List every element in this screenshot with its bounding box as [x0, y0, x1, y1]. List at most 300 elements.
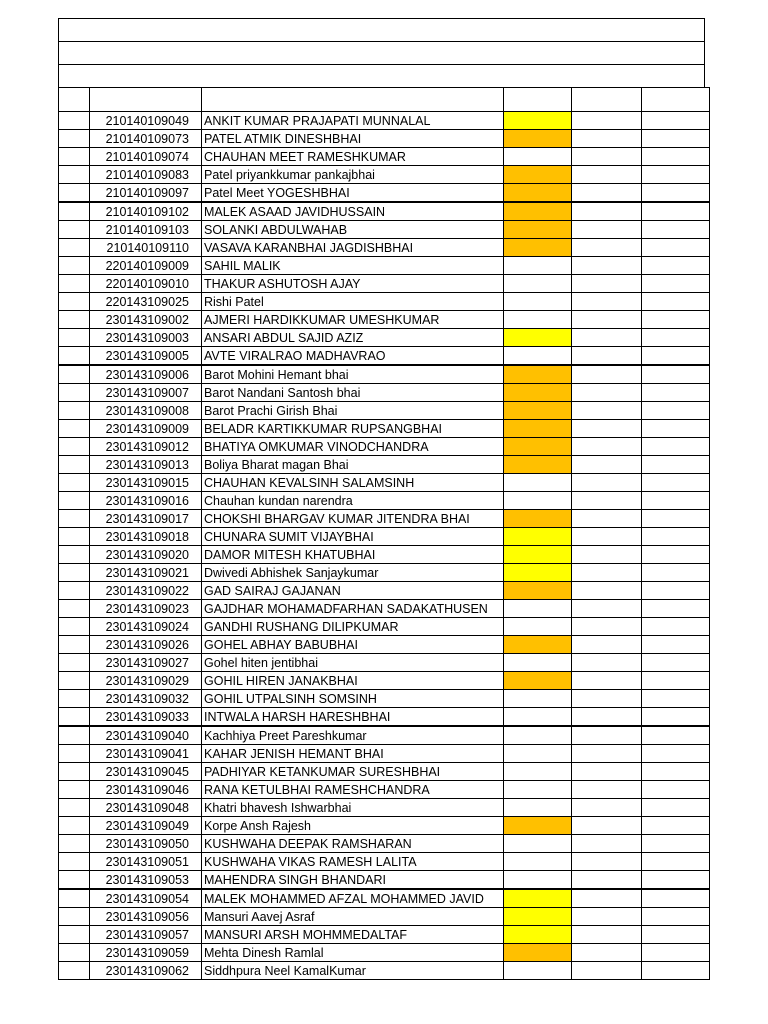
table-row: [59, 148, 710, 166]
enrollment-number-cell: 210140109102: [90, 202, 202, 221]
enrollment-number-cell: 230143109041: [90, 745, 202, 763]
enrollment-number-cell: 220140109009: [90, 257, 202, 275]
blank-cell: [642, 926, 710, 944]
blank-cell: [572, 130, 642, 148]
blank-cell: [59, 311, 90, 329]
blank-cell: [642, 889, 710, 908]
blank-cell: [572, 202, 642, 221]
status-cell: [504, 817, 572, 835]
table-row: [59, 582, 710, 600]
student-name-cell: GOHIL UTPALSINH SOMSINH: [202, 690, 504, 708]
enrollment-number-cell: 210140109097: [90, 184, 202, 203]
title-band-2: [58, 41, 705, 64]
blank-cell: [59, 221, 90, 239]
enrollment-number-cell: 220140109010: [90, 275, 202, 293]
title-band-1: [58, 18, 705, 41]
table-row: [59, 726, 710, 745]
table-row: [59, 365, 710, 384]
enrollment-number-cell: 230143109027: [90, 654, 202, 672]
student-name-cell: GOHEL ABHAY BABUBHAI: [202, 636, 504, 654]
header-row: [59, 88, 710, 112]
enrollment-number-cell: 230143109048: [90, 799, 202, 817]
blank-cell: [572, 871, 642, 890]
table-row: [59, 438, 710, 456]
student-name-cell: Barot Nandani Santosh bhai: [202, 384, 504, 402]
blank-cell: [59, 636, 90, 654]
status-cell: [504, 799, 572, 817]
student-name-cell: RANA KETULBHAI RAMESHCHANDRA: [202, 781, 504, 799]
blank-cell: [642, 420, 710, 438]
blank-cell: [59, 130, 90, 148]
table-row: [59, 600, 710, 618]
enrollment-number-cell: 210140109074: [90, 148, 202, 166]
status-cell: [504, 202, 572, 221]
table-row: [59, 817, 710, 835]
blank-cell: [642, 564, 710, 582]
table-row: [59, 835, 710, 853]
status-cell: [504, 329, 572, 347]
blank-cell: [59, 745, 90, 763]
table-row: [59, 944, 710, 962]
student-name-cell: VASAVA KARANBHAI JAGDISHBHAI: [202, 239, 504, 257]
header-cell: [202, 88, 504, 112]
enrollment-number-cell: 230143109054: [90, 889, 202, 908]
enrollment-number-cell: 230143109026: [90, 636, 202, 654]
student-name-cell: Mansuri Aavej Asraf: [202, 908, 504, 926]
blank-cell: [59, 166, 90, 184]
enrollment-number-cell: 230143109040: [90, 726, 202, 745]
table-row: [59, 672, 710, 690]
enrollment-number-cell: 230143109016: [90, 492, 202, 510]
blank-cell: [572, 962, 642, 980]
blank-cell: [59, 781, 90, 799]
blank-cell: [572, 944, 642, 962]
enrollment-number-cell: 230143109053: [90, 871, 202, 890]
blank-cell: [642, 654, 710, 672]
blank-cell: [642, 257, 710, 275]
blank-cell: [59, 962, 90, 980]
blank-cell: [572, 618, 642, 636]
blank-cell: [572, 474, 642, 492]
blank-cell: [572, 908, 642, 926]
student-name-cell: Korpe Ansh Rajesh: [202, 817, 504, 835]
enrollment-number-cell: 230143109013: [90, 456, 202, 474]
table-row: [59, 908, 710, 926]
status-cell: [504, 402, 572, 420]
enrollment-number-cell: 230143109059: [90, 944, 202, 962]
table-row: [59, 384, 710, 402]
blank-cell: [59, 908, 90, 926]
blank-cell: [59, 239, 90, 257]
enrollment-number-cell: 230143109006: [90, 365, 202, 384]
blank-cell: [59, 889, 90, 908]
status-cell: [504, 654, 572, 672]
blank-cell: [59, 799, 90, 817]
table-row: [59, 546, 710, 564]
student-name-cell: BELADR KARTIKKUMAR RUPSANGBHAI: [202, 420, 504, 438]
table-row: [59, 618, 710, 636]
blank-cell: [572, 384, 642, 402]
blank-cell: [59, 474, 90, 492]
student-name-cell: KUSHWAHA DEEPAK RAMSHARAN: [202, 835, 504, 853]
enrollment-number-cell: 230143109009: [90, 420, 202, 438]
blank-cell: [572, 112, 642, 130]
blank-cell: [642, 582, 710, 600]
blank-cell: [572, 546, 642, 564]
blank-cell: [59, 672, 90, 690]
blank-cell: [642, 962, 710, 980]
blank-cell: [642, 402, 710, 420]
student-name-cell: Boliya Bharat magan Bhai: [202, 456, 504, 474]
blank-cell: [572, 239, 642, 257]
blank-cell: [572, 817, 642, 835]
blank-cell: [642, 546, 710, 564]
table-row: [59, 184, 710, 203]
blank-cell: [642, 636, 710, 654]
enrollment-number-cell: 230143109062: [90, 962, 202, 980]
student-name-cell: GOHIL HIREN JANAKBHAI: [202, 672, 504, 690]
table-row: [59, 239, 710, 257]
blank-cell: [642, 799, 710, 817]
table-row: [59, 492, 710, 510]
enrollment-number-cell: 230143109003: [90, 329, 202, 347]
blank-cell: [59, 600, 90, 618]
table-row: [59, 654, 710, 672]
table-row: [59, 130, 710, 148]
blank-cell: [642, 618, 710, 636]
blank-cell: [642, 293, 710, 311]
blank-cell: [572, 166, 642, 184]
status-cell: [504, 582, 572, 600]
blank-cell: [59, 726, 90, 745]
student-name-cell: MALEK ASAAD JAVIDHUSSAIN: [202, 202, 504, 221]
blank-cell: [642, 456, 710, 474]
table-row: [59, 402, 710, 420]
blank-cell: [572, 926, 642, 944]
table-row: [59, 889, 710, 908]
status-cell: [504, 672, 572, 690]
blank-cell: [59, 456, 90, 474]
table-row: [59, 347, 710, 366]
blank-cell: [642, 871, 710, 890]
blank-cell: [59, 690, 90, 708]
blank-cell: [572, 365, 642, 384]
enrollment-number-cell: 230143109032: [90, 690, 202, 708]
header-cell: [572, 88, 642, 112]
status-cell: [504, 311, 572, 329]
table-row: [59, 853, 710, 871]
blank-cell: [59, 546, 90, 564]
status-cell: [504, 781, 572, 799]
blank-cell: [572, 293, 642, 311]
student-name-cell: MALEK MOHAMMED AFZAL MOHAMMED JAVID: [202, 889, 504, 908]
header-cell: [504, 88, 572, 112]
enrollment-number-cell: 230143109020: [90, 546, 202, 564]
table-row: [59, 763, 710, 781]
enrollment-number-cell: 210140109049: [90, 112, 202, 130]
blank-cell: [642, 184, 710, 203]
enrollment-number-cell: 230143109012: [90, 438, 202, 456]
student-name-cell: MANSURI ARSH MOHMMEDALTAF: [202, 926, 504, 944]
blank-cell: [642, 528, 710, 546]
status-cell: [504, 510, 572, 528]
student-name-cell: INTWALA HARSH HARESHBHAI: [202, 708, 504, 727]
blank-cell: [572, 690, 642, 708]
header-cell: [642, 88, 710, 112]
status-cell: [504, 636, 572, 654]
student-name-cell: GAD SAIRAJ GAJANAN: [202, 582, 504, 600]
table-row: [59, 311, 710, 329]
blank-cell: [572, 420, 642, 438]
enrollment-number-cell: 230143109015: [90, 474, 202, 492]
blank-cell: [642, 384, 710, 402]
table-row: [59, 202, 710, 221]
student-name-cell: KAHAR JENISH HEMANT BHAI: [202, 745, 504, 763]
enrollment-number-cell: 230143109056: [90, 908, 202, 926]
status-cell: [504, 184, 572, 203]
status-cell: [504, 257, 572, 275]
status-cell: [504, 745, 572, 763]
status-cell: [504, 438, 572, 456]
student-name-cell: DAMOR MITESH KHATUBHAI: [202, 546, 504, 564]
blank-cell: [572, 781, 642, 799]
enrollment-number-cell: 230143109023: [90, 600, 202, 618]
blank-cell: [642, 600, 710, 618]
blank-cell: [572, 492, 642, 510]
status-cell: [504, 871, 572, 890]
blank-cell: [642, 763, 710, 781]
blank-cell: [642, 221, 710, 239]
student-name-cell: Chauhan kundan narendra: [202, 492, 504, 510]
blank-cell: [642, 690, 710, 708]
enrollment-number-cell: 230143109051: [90, 853, 202, 871]
status-cell: [504, 456, 572, 474]
blank-cell: [642, 311, 710, 329]
status-cell: [504, 962, 572, 980]
table-row: [59, 510, 710, 528]
status-cell: [504, 546, 572, 564]
student-name-cell: Mehta Dinesh Ramlal: [202, 944, 504, 962]
enrollment-number-cell: 230143109033: [90, 708, 202, 727]
student-name-cell: PADHIYAR KETANKUMAR SURESHBHAI: [202, 763, 504, 781]
blank-cell: [59, 275, 90, 293]
blank-cell: [642, 944, 710, 962]
status-cell: [504, 293, 572, 311]
blank-cell: [642, 202, 710, 221]
blank-cell: [572, 402, 642, 420]
enrollment-number-cell: 230143109049: [90, 817, 202, 835]
blank-cell: [572, 799, 642, 817]
blank-cell: [642, 329, 710, 347]
blank-cell: [642, 781, 710, 799]
blank-cell: [59, 528, 90, 546]
table-row: [59, 871, 710, 890]
blank-cell: [642, 745, 710, 763]
blank-cell: [59, 257, 90, 275]
student-name-cell: PATEL ATMIK DINESHBHAI: [202, 130, 504, 148]
status-cell: [504, 726, 572, 745]
enrollment-number-cell: 230143109008: [90, 402, 202, 420]
blank-cell: [59, 347, 90, 366]
enrollment-number-cell: 230143109002: [90, 311, 202, 329]
student-name-cell: AJMERI HARDIKKUMAR UMESHKUMAR: [202, 311, 504, 329]
blank-cell: [59, 438, 90, 456]
blank-cell: [572, 438, 642, 456]
student-name-cell: Siddhpura Neel KamalKumar: [202, 962, 504, 980]
table-row: [59, 745, 710, 763]
blank-cell: [642, 908, 710, 926]
blank-cell: [642, 365, 710, 384]
status-cell: [504, 365, 572, 384]
student-name-cell: SOLANKI ABDULWAHAB: [202, 221, 504, 239]
blank-cell: [59, 835, 90, 853]
blank-cell: [642, 726, 710, 745]
table-row: [59, 329, 710, 347]
blank-cell: [59, 329, 90, 347]
table-row: [59, 564, 710, 582]
student-name-cell: ANSARI ABDUL SAJID AZIZ: [202, 329, 504, 347]
blank-cell: [642, 239, 710, 257]
blank-cell: [572, 184, 642, 203]
status-cell: [504, 112, 572, 130]
header-cell: [90, 88, 202, 112]
status-cell: [504, 492, 572, 510]
blank-cell: [59, 202, 90, 221]
blank-cell: [572, 889, 642, 908]
status-cell: [504, 690, 572, 708]
student-name-cell: CHAUHAN MEET RAMESHKUMAR: [202, 148, 504, 166]
student-name-cell: ANKIT KUMAR PRAJAPATI MUNNALAL: [202, 112, 504, 130]
enrollment-number-cell: 210140109103: [90, 221, 202, 239]
enrollment-number-cell: 230143109050: [90, 835, 202, 853]
blank-cell: [642, 130, 710, 148]
blank-cell: [642, 166, 710, 184]
blank-cell: [59, 708, 90, 727]
student-name-cell: AVTE VIRALRAO MADHAVRAO: [202, 347, 504, 366]
blank-cell: [642, 853, 710, 871]
blank-cell: [642, 275, 710, 293]
enrollment-number-cell: 230143109021: [90, 564, 202, 582]
table-row: [59, 112, 710, 130]
student-name-cell: Patel priyankkumar pankajbhai: [202, 166, 504, 184]
student-table: [58, 87, 710, 980]
student-name-cell: Rishi Patel: [202, 293, 504, 311]
status-cell: [504, 908, 572, 926]
student-name-cell: Khatri bhavesh Ishwarbhai: [202, 799, 504, 817]
student-name-cell: Barot Prachi Girish Bhai: [202, 402, 504, 420]
student-name-cell: Barot Mohini Hemant bhai: [202, 365, 504, 384]
blank-cell: [59, 492, 90, 510]
blank-cell: [572, 672, 642, 690]
status-cell: [504, 148, 572, 166]
enrollment-number-cell: 210140109110: [90, 239, 202, 257]
status-cell: [504, 853, 572, 871]
enrollment-number-cell: 230143109017: [90, 510, 202, 528]
status-cell: [504, 347, 572, 366]
enrollment-number-cell: 230143109045: [90, 763, 202, 781]
table-row: [59, 636, 710, 654]
table-row: [59, 257, 710, 275]
enrollment-number-cell: 230143109029: [90, 672, 202, 690]
blank-cell: [572, 564, 642, 582]
enrollment-number-cell: 210140109073: [90, 130, 202, 148]
blank-cell: [572, 311, 642, 329]
status-cell: [504, 618, 572, 636]
blank-cell: [59, 564, 90, 582]
blank-cell: [642, 474, 710, 492]
blank-cell: [572, 745, 642, 763]
student-name-cell: KUSHWAHA VIKAS RAMESH LALITA: [202, 853, 504, 871]
student-name-cell: SAHIL MALIK: [202, 257, 504, 275]
blank-cell: [59, 871, 90, 890]
blank-cell: [642, 510, 710, 528]
table-row: [59, 420, 710, 438]
blank-cell: [59, 944, 90, 962]
status-cell: [504, 166, 572, 184]
student-name-cell: THAKUR ASHUTOSH AJAY: [202, 275, 504, 293]
blank-cell: [572, 636, 642, 654]
status-cell: [504, 474, 572, 492]
table-row: [59, 799, 710, 817]
blank-cell: [59, 402, 90, 420]
blank-cell: [642, 438, 710, 456]
blank-cell: [59, 618, 90, 636]
blank-cell: [572, 347, 642, 366]
blank-cell: [572, 582, 642, 600]
blank-cell: [59, 582, 90, 600]
student-name-cell: CHUNARA SUMIT VIJAYBHAI: [202, 528, 504, 546]
student-name-cell: CHAUHAN KEVALSINH SALAMSINH: [202, 474, 504, 492]
student-name-cell: MAHENDRA SINGH BHANDARI: [202, 871, 504, 890]
enrollment-number-cell: 230143109057: [90, 926, 202, 944]
student-name-cell: Dwivedi Abhishek Sanjaykumar: [202, 564, 504, 582]
blank-cell: [572, 708, 642, 727]
blank-cell: [642, 835, 710, 853]
table-row: [59, 293, 710, 311]
blank-cell: [572, 600, 642, 618]
blank-cell: [59, 148, 90, 166]
blank-cell: [642, 817, 710, 835]
blank-cell: [642, 708, 710, 727]
blank-cell: [572, 257, 642, 275]
blank-cell: [572, 726, 642, 745]
status-cell: [504, 528, 572, 546]
status-cell: [504, 763, 572, 781]
student-name-cell: GANDHI RUSHANG DILIPKUMAR: [202, 618, 504, 636]
table-row: [59, 166, 710, 184]
blank-cell: [59, 763, 90, 781]
status-cell: [504, 221, 572, 239]
blank-cell: [572, 148, 642, 166]
header-cell: [59, 88, 90, 112]
blank-cell: [572, 763, 642, 781]
blank-cell: [59, 184, 90, 203]
table-row: [59, 690, 710, 708]
blank-cell: [572, 654, 642, 672]
student-name-cell: BHATIYA OMKUMAR VINODCHANDRA: [202, 438, 504, 456]
blank-cell: [59, 384, 90, 402]
blank-cell: [572, 329, 642, 347]
status-cell: [504, 708, 572, 727]
status-cell: [504, 275, 572, 293]
enrollment-number-cell: 220143109025: [90, 293, 202, 311]
status-cell: [504, 835, 572, 853]
blank-cell: [572, 528, 642, 546]
table-row: [59, 708, 710, 727]
blank-cell: [572, 275, 642, 293]
table-row: [59, 221, 710, 239]
status-cell: [504, 564, 572, 582]
